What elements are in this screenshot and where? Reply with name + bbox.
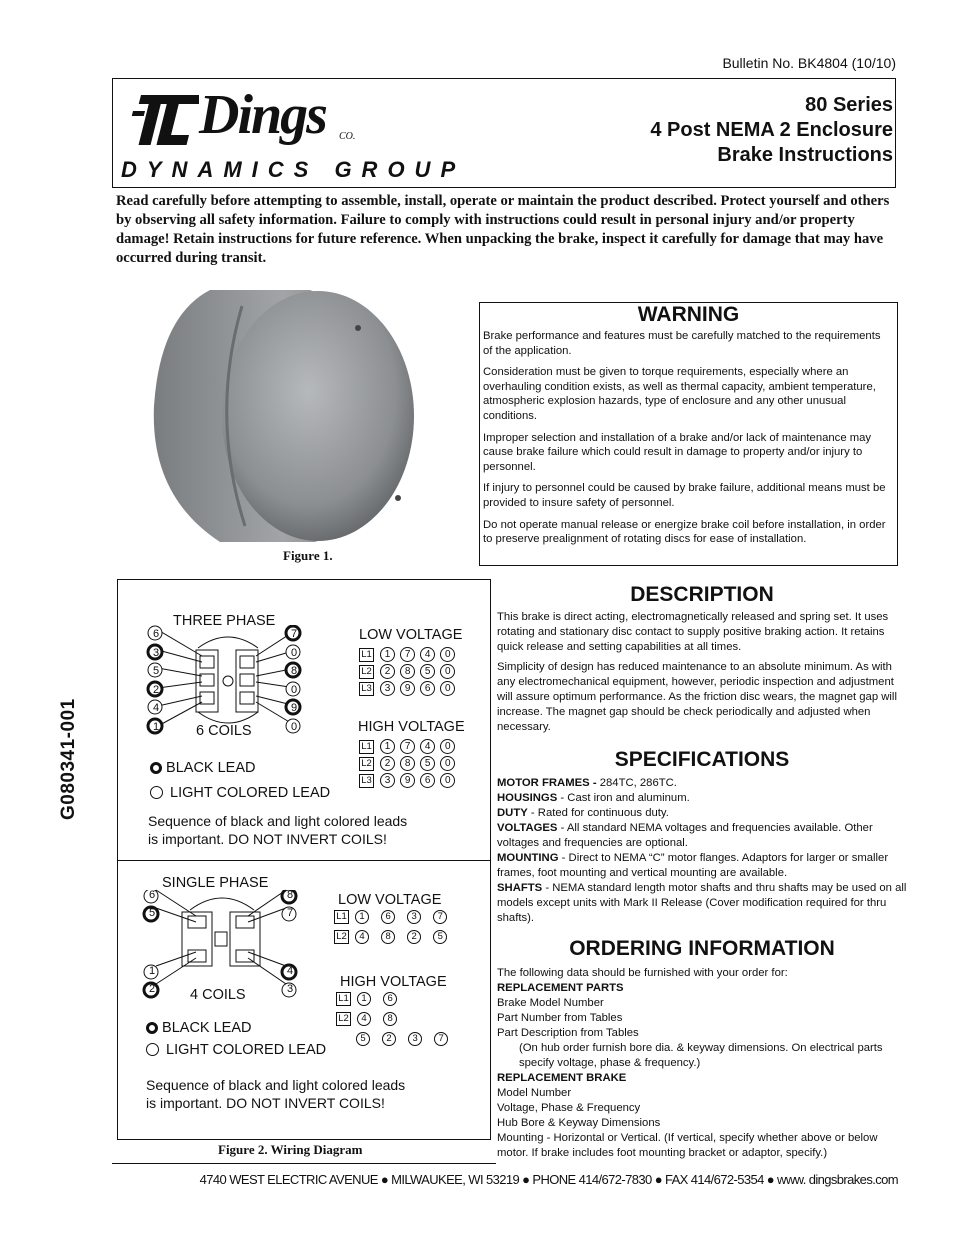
single-phase-title: SINGLE PHASE xyxy=(162,875,269,891)
spec-item: VOLTAGES - All standard NEMA voltages and frequencies available. Other voltages and frequencies are optional. xyxy=(497,822,873,849)
table-row: L3 3 9 6 0 xyxy=(359,681,457,698)
single-phase-left-lead-numbers: 6 5 1 2 xyxy=(148,889,156,995)
single-phase-high-table xyxy=(336,992,457,1052)
parts-note: (On hub order furnish bore dia. & keyway dimensions. On electrical parts specify voltage, phase & frequency.) xyxy=(519,1042,883,1069)
single-phase-low-voltage: LOW VOLTAGE xyxy=(338,892,442,908)
replacement-brake-heading: REPLACEMENT BRAKE xyxy=(497,1072,627,1084)
table-row: L1 1 7 4 0 xyxy=(359,739,457,756)
black-lead-icon xyxy=(146,1022,158,1034)
figure-1-caption: Figure 1. xyxy=(283,548,333,563)
three-phase-high-voltage: HIGH VOLTAGE xyxy=(358,719,465,735)
brake-photo xyxy=(150,286,422,544)
single-phase-light-lead: LIGHT COLORED LEAD xyxy=(146,1042,326,1058)
logo-subtitle: DYNAMICS GROUP xyxy=(121,157,466,182)
table-row: L3 3 9 6 0 xyxy=(359,773,457,790)
three-phase-low-voltage: LOW VOLTAGE xyxy=(359,627,463,643)
logo-wordmark: Dings xyxy=(199,84,326,146)
list-item: Part Number from Tables xyxy=(497,1012,623,1024)
three-phase-note: Sequence of black and light colored leads is important. DO NOT INVERT COILS! xyxy=(148,813,408,847)
specifications-body xyxy=(497,776,907,926)
spec-item: HOUSINGS - Cast iron and aluminum. xyxy=(497,792,690,804)
spec-item: MOTOR FRAMES - 284TC, 286TC. xyxy=(497,777,677,789)
single-phase-high-voltage: HIGH VOLTAGE xyxy=(340,974,447,990)
ordering-body xyxy=(497,966,907,1161)
description-body xyxy=(497,610,907,740)
table-row: L2 2 8 5 0 xyxy=(359,756,457,773)
warning-paragraph: Consideration must be given to torque requirements, especially where an overhauling condition exists, as well as thermal capacity, ambient temperature, atmospheric explosion hazards, type of enclosure and any other unusual conditions. xyxy=(483,366,876,422)
three-phase-right-lead-numbers: 7 0 8 0 9 0 xyxy=(290,628,298,733)
ordering-title: ORDERING INFORMATION xyxy=(569,937,835,960)
spec-item: SHAFTS - NEMA standard length motor shafts and thru shafts may be used on all models except units with Mark II Release (Cover modification required for thru shafts). xyxy=(497,882,907,924)
table-row: L1 1 6 xyxy=(336,992,457,1012)
table-row: L1 1 7 4 0 xyxy=(359,647,457,664)
figure-2-caption: Figure 2. Wiring Diagram xyxy=(218,1142,363,1157)
list-item: Voltage, Phase & Frequency xyxy=(497,1102,641,1114)
three-phase-low-table xyxy=(359,647,457,698)
warning-paragraph: Improper selection and installation of a brake and/or lack of maintenance may cause brake failure which could result in damage to property and/or injury to personnel. xyxy=(483,431,872,473)
spec-item: DUTY - Rated for continuous duty. xyxy=(497,807,669,819)
title-line-2: 4 Post NEMA 2 Enclosure xyxy=(650,119,893,141)
light-lead-icon xyxy=(150,786,163,799)
light-lead-icon xyxy=(146,1043,159,1056)
warning-body xyxy=(483,329,893,554)
specifications-title: SPECIFICATIONS xyxy=(614,748,790,771)
single-phase-right-lead-numbers: 8 7 4 3 xyxy=(286,889,294,995)
single-phase-black-lead: BLACK LEAD xyxy=(146,1020,252,1036)
table-row: L1 1 6 3 7 xyxy=(334,910,456,930)
warning-title: WARNING xyxy=(637,303,740,326)
single-phase-low-table xyxy=(334,910,456,950)
list-item: Model Number xyxy=(497,1087,572,1099)
header-box xyxy=(112,78,896,188)
document-title xyxy=(650,93,893,168)
wiring-diagram-box xyxy=(117,579,491,1140)
three-phase-coils: 6 COILS xyxy=(196,723,252,739)
list-item: Hub Bore & Keyway Dimensions xyxy=(497,1117,661,1129)
spec-item: MOUNTING - Direct to NEMA “C” motor flanges. Adaptors for larger or smaller frames, foot mounting and vertical mounting are available. xyxy=(497,852,889,879)
single-phase-coils: 4 COILS xyxy=(190,987,246,1003)
three-phase-black-lead: BLACK LEAD xyxy=(150,760,256,776)
three-phase-title: THREE PHASE xyxy=(173,613,276,629)
three-phase-high-table xyxy=(359,739,457,790)
description-paragraph: This brake is direct acting, electromagnetically released and spring set. It uses rotating and stationary disc contact to supply positive braking action. It retains quick release and setting capabilities at all times. xyxy=(497,611,889,653)
table-row: L2 4 8 2 5 xyxy=(334,930,456,950)
footer-rule xyxy=(112,1163,496,1164)
description-title: DESCRIPTION xyxy=(630,583,774,606)
dings-logo-mark xyxy=(127,87,199,151)
warning-paragraph: Brake performance and features must be carefully matched to the requirements of the application. xyxy=(483,330,881,357)
replacement-parts-heading: REPLACEMENT PARTS xyxy=(497,982,624,994)
three-phase-light-lead: LIGHT COLORED LEAD xyxy=(150,785,330,801)
single-phase-note: Sequence of black and light colored leads is important. DO NOT INVERT COILS! xyxy=(146,1077,406,1111)
wiring-divider xyxy=(118,860,490,861)
mounting-item: Mounting - Horizontal or Vertical. (If vertical, specify whether above or below motor. If brake includes foot mounting bracket or adaptor, specify.) xyxy=(497,1132,878,1159)
warning-paragraph: Do not operate manual release or energize brake coil before installation, in order to preserve prealignment of rotating discs for ease of installation. xyxy=(483,518,886,546)
table-row: L2 2 8 5 0 xyxy=(359,664,457,681)
logo-co: CO. xyxy=(339,131,356,142)
description-paragraph: Simplicity of design has reduced maintenance to an absolute minimum. As with any electromechanical equipment, however, periodic inspection and adjustment will assure optimum performance. As the friction disc wears, the magnet gap will increase. The magnet gap should be check periodically and adjusted when necessary. xyxy=(497,661,897,733)
safety-intro: Read carefully before attempting to assemble, install, operate or maintain the product described. Protect yourself and others by observing all safety information. Failure to comply with instructions could result in personal injury and/or property damage! Retain instructions for future reference. When unpacking the brake, inspect it carefully for damage that may have occurred during transit. xyxy=(116,193,890,266)
part-number: G080341-001 xyxy=(58,698,79,820)
bulletin-number: Bulletin No. BK4804 (10/10) xyxy=(722,55,896,71)
list-item: Part Description from Tables xyxy=(497,1027,639,1039)
title-line-3: Brake Instructions xyxy=(717,144,893,166)
black-lead-icon xyxy=(150,762,162,774)
table-row: 5 2 3 7 xyxy=(336,1032,457,1052)
warning-paragraph: If injury to personnel could be caused by brake failure, additional means must be provided to insure safety of personnel. xyxy=(483,482,886,509)
warning-box xyxy=(479,302,898,566)
title-line-1: 80 Series xyxy=(805,94,893,116)
ordering-intro: The following data should be furnished with your order for: xyxy=(497,967,788,979)
three-phase-left-lead-numbers: 6 3 5 2 4 1 xyxy=(152,628,160,733)
footer-address: 4740 WEST ELECTRIC AVENUE ● MILWAUKEE, WI 53219 ● PHONE 414/672-7830 ● FAX 414/672-5354 ● www. dingsbrakes.com xyxy=(199,1172,898,1187)
table-row: L2 4 8 xyxy=(336,1012,457,1032)
list-item: Brake Model Number xyxy=(497,997,604,1009)
